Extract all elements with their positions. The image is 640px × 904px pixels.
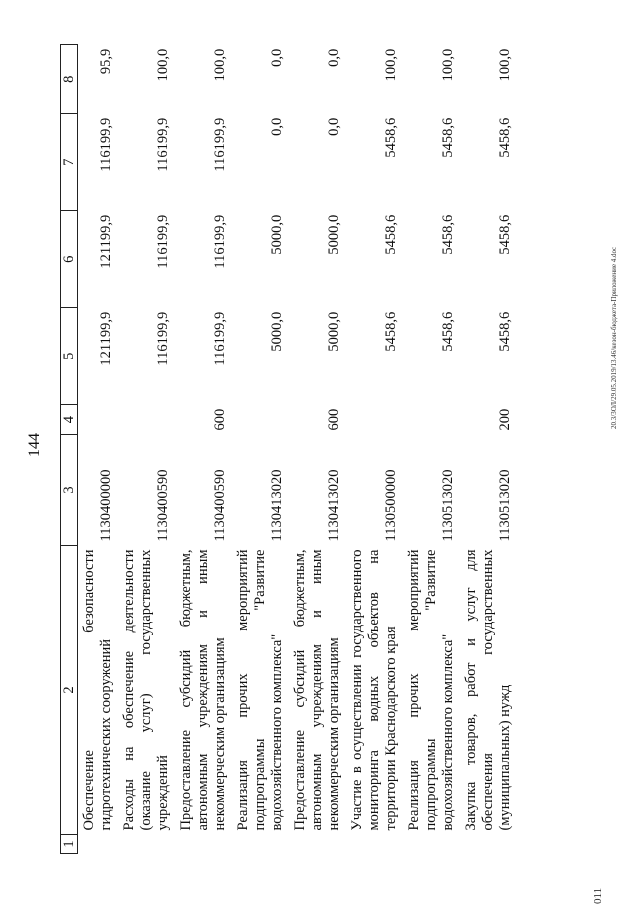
table-header-row [61,45,78,854]
row-value-6: 5000,0 [269,214,285,255]
row-name: Обеспечение безопасности гидротехнических сооружений [81,549,114,831]
row-value-5: 5458,6 [383,311,399,352]
header-cell: 3 [61,435,78,546]
row-type: 600 [212,408,228,431]
row-type [403,405,460,435]
table-row [78,45,119,854]
row-value-6: 116199,9 [155,214,171,269]
row-value-7: 5458,6 [383,117,399,158]
budget-table [60,44,517,854]
row-value-6: 5000,0 [326,214,342,255]
row-code: 1130400590 [155,469,171,542]
row-cell-empty [232,835,289,854]
row-cell-empty [346,835,403,854]
row-name: Реализация прочих мероприятий подпрограммы "Развитие водохозяйственного комплекса" [235,549,285,831]
row-code: 1130400590 [212,469,228,542]
table-row [346,45,403,854]
row-name: Закупка товаров, работ и услуг для обеспечения государственных (муниципальных) нужд [463,549,513,831]
row-value-7: 0,0 [326,117,342,136]
row-value-6: 116199,9 [212,214,228,269]
row-name: Расходы на обеспечение деятельности (оказание услуг) государственных учреждений [121,549,171,831]
row-code: 1130413020 [269,469,285,542]
row-name: Участие в осуществлении государственного мониторинга водных объектов на территории Краснодарского края [349,549,399,831]
row-type [232,405,289,435]
header-cell: 6 [61,211,78,308]
row-code: 1130500000 [383,469,399,542]
row-value-8: 100,0 [155,48,171,82]
row-type [118,405,175,435]
row-value-6: 5458,6 [497,214,513,255]
table-row [460,45,517,854]
row-value-6: 5458,6 [383,214,399,255]
row-value-8: 100,0 [383,48,399,82]
header-cell: 8 [61,45,78,114]
row-value-6: 121199,9 [98,214,114,269]
header-cell: 5 [61,308,78,405]
table-row [118,45,175,854]
row-value-7: 0,0 [269,117,285,136]
row-value-5: 121199,9 [98,311,114,366]
row-value-7: 116199,9 [98,117,114,172]
table-row [232,45,289,854]
row-name: Реализация прочих мероприятий подпрограммы "Развитие водохозяйственного комплекса" [406,549,456,831]
row-value-7: 5458,6 [497,117,513,158]
row-value-5: 5458,6 [497,311,513,352]
row-type: 200 [497,408,513,431]
row-value-8: 100,0 [212,48,228,82]
row-value-8: 0,0 [326,48,342,67]
row-type: 600 [326,408,342,431]
row-type [346,405,403,435]
row-value-8: 100,0 [440,48,456,82]
table-row [175,45,232,854]
row-value-6: 5458,6 [440,214,456,255]
table-row [289,45,346,854]
row-value-7: 116199,9 [212,117,228,172]
row-value-7: 116199,9 [155,117,171,172]
row-value-5: 5000,0 [269,311,285,352]
row-value-8: 0,0 [269,48,285,67]
header-cell: 1 [61,835,78,854]
row-code: 1130513020 [440,469,456,542]
header-cell: 7 [61,114,78,211]
row-cell-empty [118,835,175,854]
header-cell: 4 [61,405,78,435]
row-value-8: 100,0 [497,48,513,82]
row-name: Предоставление субсидий бюджетным, автономным учреждениям и иным некоммерческим организациям [178,549,228,831]
row-cell-empty [78,835,119,854]
row-code: 1130400000 [98,469,114,542]
row-value-5: 116199,9 [212,311,228,366]
row-cell-empty [460,835,517,854]
row-name: Предоставление субсидий бюджетным, автономным учреждениям и иным некоммерческим организациям [292,549,342,831]
row-cell-empty [403,835,460,854]
row-value-8: 95,9 [98,48,114,75]
row-code: 1130513020 [497,469,513,542]
table-row [403,45,460,854]
row-value-5: 5458,6 [440,311,456,352]
row-value-7: 5458,6 [440,117,456,158]
row-code: 1130413020 [326,469,342,542]
row-value-5: 5000,0 [326,311,342,352]
row-cell-empty [289,835,346,854]
row-type [78,405,119,435]
header-cell: 2 [61,546,78,835]
file-path: 20.3/3ОЛ/29.05.2019/13.46/кезон-бюджета-Приложение 4.doc [610,246,618,429]
row-cell-empty [175,835,232,854]
row-value-5: 116199,9 [155,311,171,366]
margin-note: 011 [592,887,604,904]
page-number: 144 [26,433,43,457]
